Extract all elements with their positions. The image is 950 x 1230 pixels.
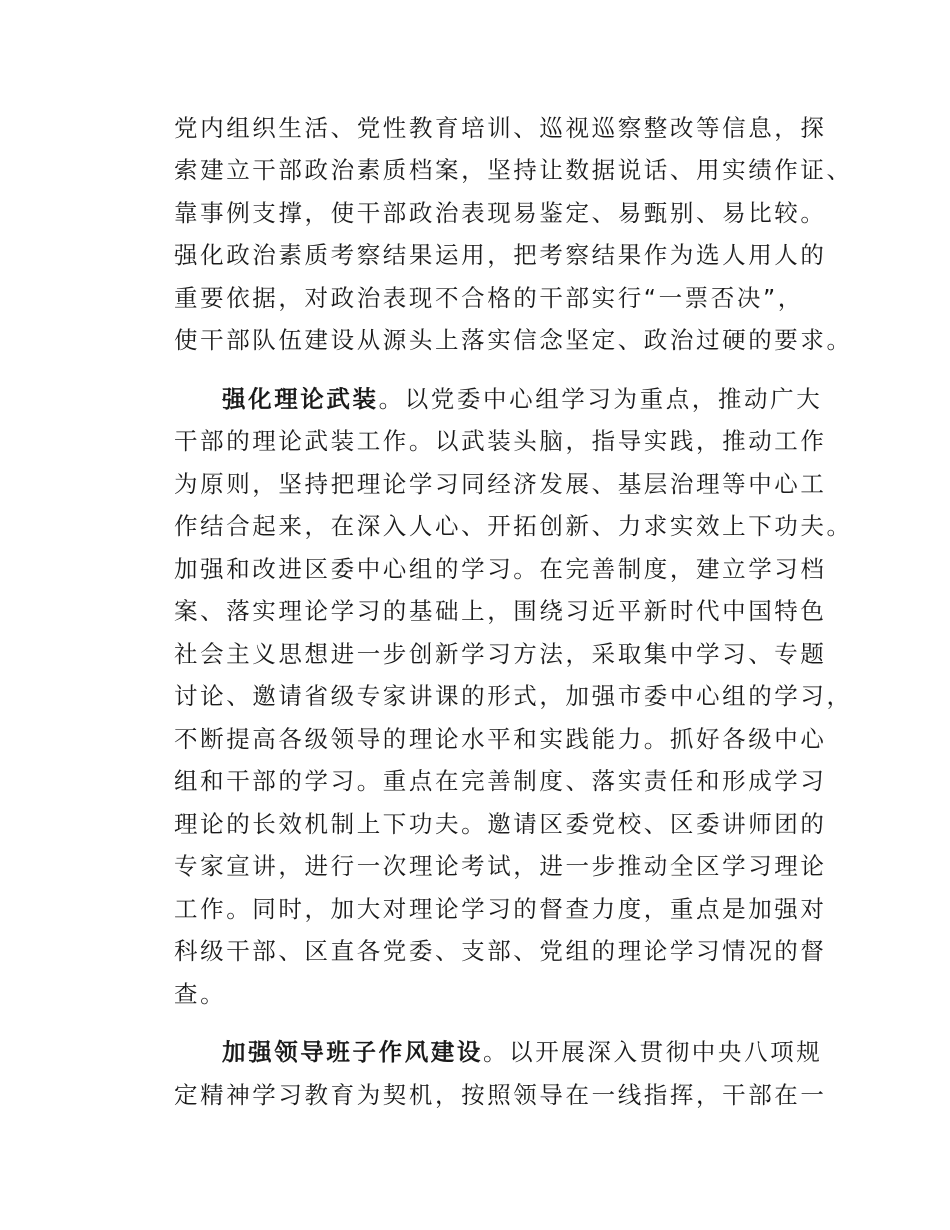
paragraph-line: 重要依据，对政治表现不合格的干部实行“一票否决”， [174, 284, 804, 312]
paragraph-first-line [222, 379, 822, 419]
paragraph-line: 讨论、邀请省级专家讲课的形式，加强市委中心组的学习， [174, 682, 853, 710]
section-heading: 强化理论武装 [222, 385, 379, 413]
paragraph-line: 靠事例支撑，使干部政治表现易鉴定、易甄别、易比较。 [174, 199, 827, 227]
paragraph-line: 使干部队伍建设从源头上落实信念坚定、政治过硬的要求。 [174, 326, 853, 354]
paragraph-line: 加强和改进区委中心组的学习。在完善制度，建立学习档 [174, 555, 827, 583]
paragraph-line: 强化政治素质考察结果运用，把考察结果作为选人用人的 [174, 241, 827, 269]
paragraph-line: 不断提高各级领导的理论水平和实践能力。抓好各级中心 [174, 725, 827, 753]
paragraph-line: 组和干部的学习。重点在完善制度、落实责任和形成学习 [174, 767, 827, 795]
paragraph-line: 查。 [174, 980, 227, 1008]
paragraph-line: 党内组织生活、党性教育培训、巡视巡察整改等信息，探 [174, 114, 827, 142]
paragraph-line: 理论的长效机制上下功夫。邀请区委党校、区委讲师团的 [174, 810, 827, 838]
paragraph-text: 。以开展深入贯彻中央八项规 [483, 1038, 823, 1066]
paragraph-line: 社会主义思想进一步创新学习方法，采取集中学习、专题 [174, 640, 827, 668]
paragraph-first-line [222, 1032, 822, 1072]
paragraph-line: 为原则，坚持把理论学习同经济发展、基层治理等中心工 [174, 470, 827, 498]
paragraph-line: 索建立干部政治素质档案，坚持让数据说话、用实绩作证、 [174, 156, 853, 184]
paragraph-line: 工作。同时，加大对理论学习的督查力度，重点是加强对 [174, 895, 827, 923]
paragraph-line: 干部的理论武装工作。以武装头脑，指导实践，推动工作 [174, 427, 827, 455]
paragraph-line: 专家宣讲，进行一次理论考试，进一步推动全区学习理论 [174, 852, 827, 880]
paragraph-line: 作结合起来，在深入人心、开拓创新、力求实效上下功夫。 [174, 512, 853, 540]
section-heading: 加强领导班子作风建设 [222, 1038, 483, 1066]
paragraph-text: 。以党委中心组学习为重点，推动广大 [378, 385, 823, 413]
paragraph-line: 科级干部、区直各党委、支部、党组的理论学习情况的督 [174, 937, 827, 965]
paragraph-line: 定精神学习教育为契机，按照领导在一线指挥，干部在一 [174, 1081, 827, 1109]
paragraph-line: 案、落实理论学习的基础上，围绕习近平新时代中国特色 [174, 597, 827, 625]
